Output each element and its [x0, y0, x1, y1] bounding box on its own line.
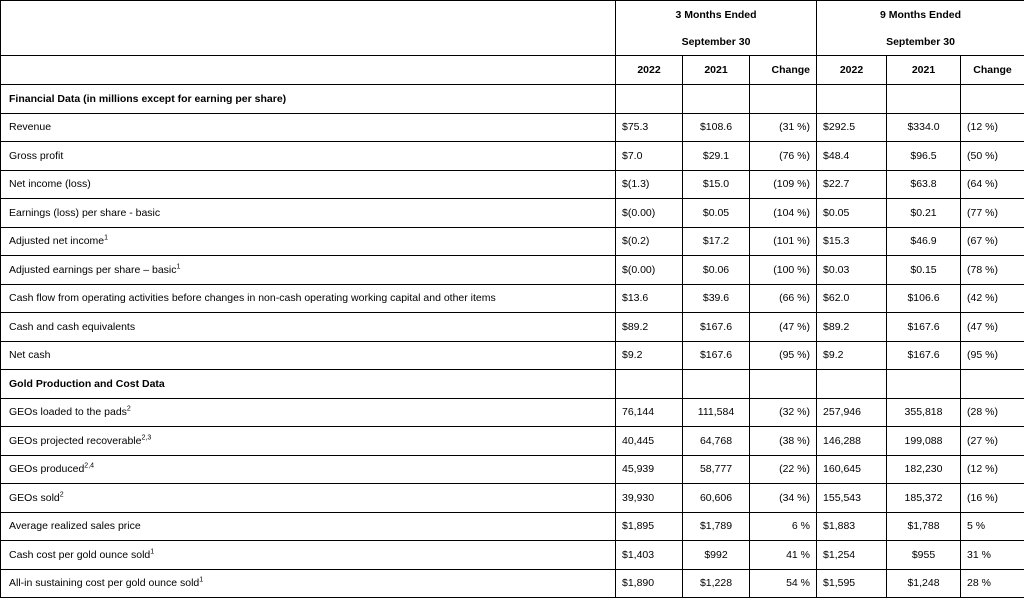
value-cell: (67 %) [961, 227, 1024, 256]
row-label: Net cash [9, 349, 50, 361]
value-cell: 6 % [750, 512, 817, 541]
footnote-marker: 1 [199, 577, 203, 584]
empty-cell [683, 370, 750, 399]
col-header-change-q: Change [750, 56, 817, 85]
value-cell: $1,248 [887, 569, 961, 598]
value-cell: $1,895 [616, 512, 683, 541]
row-label-cell [1, 199, 616, 228]
value-cell: (38 %) [750, 427, 817, 456]
row-label: Cash flow from operating activities before changes in non-cash operating working capital and other items [9, 292, 496, 304]
row-label-cell [1, 569, 616, 598]
row-label-cell [1, 341, 616, 370]
value-cell: $22.7 [817, 170, 887, 199]
row-label: Net income (loss) [9, 178, 91, 190]
value-cell: (95 %) [961, 341, 1024, 370]
value-cell: 5 % [961, 512, 1024, 541]
value-cell: 160,645 [817, 455, 887, 484]
value-cell: $46.9 [887, 227, 961, 256]
row-label-cell [1, 541, 616, 570]
table-row [1, 284, 1024, 313]
value-cell: (16 %) [961, 484, 1024, 513]
table-row [1, 398, 1024, 427]
value-cell: $89.2 [616, 313, 683, 342]
value-cell: $(0.2) [616, 227, 683, 256]
value-cell: $0.06 [683, 256, 750, 285]
value-cell: $0.21 [887, 199, 961, 228]
row-label-cell [1, 256, 616, 285]
value-cell: 76,144 [616, 398, 683, 427]
value-cell: 64,768 [683, 427, 750, 456]
value-cell: $334.0 [887, 113, 961, 142]
row-label: Gross profit [9, 150, 63, 162]
value-cell: 199,088 [887, 427, 961, 456]
value-cell: $167.6 [887, 341, 961, 370]
value-cell: (28 %) [961, 398, 1024, 427]
value-cell: $17.2 [683, 227, 750, 256]
table-row [1, 512, 1024, 541]
value-cell: 39,930 [616, 484, 683, 513]
row-label: Revenue [9, 121, 51, 133]
value-cell: (78 %) [961, 256, 1024, 285]
footnote-marker: 2,4 [84, 463, 94, 470]
value-cell: 185,372 [887, 484, 961, 513]
value-cell: (27 %) [961, 427, 1024, 456]
row-label-cell [1, 398, 616, 427]
row-label-cell [1, 113, 616, 142]
footnote-marker: 1 [177, 263, 181, 270]
empty-cell [750, 370, 817, 399]
value-cell: $955 [887, 541, 961, 570]
value-cell: 40,445 [616, 427, 683, 456]
value-cell: (12 %) [961, 113, 1024, 142]
value-cell: $(0.00) [616, 199, 683, 228]
value-cell: $1,228 [683, 569, 750, 598]
header-row-columns [1, 56, 1024, 85]
section-title: Gold Production and Cost Data [1, 370, 616, 399]
table-row [1, 170, 1024, 199]
value-cell: $1,254 [817, 541, 887, 570]
row-label-cell [1, 484, 616, 513]
row-label-cell [1, 284, 616, 313]
row-label: All-in sustaining cost per gold ounce sold [9, 577, 199, 589]
value-cell: $(1.3) [616, 170, 683, 199]
value-cell: (100 %) [750, 256, 817, 285]
table-row [1, 484, 1024, 513]
value-cell: $(0.00) [616, 256, 683, 285]
empty-cell [683, 85, 750, 114]
value-cell: (109 %) [750, 170, 817, 199]
value-cell: (42 %) [961, 284, 1024, 313]
value-cell: $89.2 [817, 313, 887, 342]
row-label: Adjusted earnings per share – basic [9, 264, 177, 276]
empty-cell [817, 85, 887, 114]
row-label: Average realized sales price [9, 520, 141, 532]
value-cell: $1,788 [887, 512, 961, 541]
footnote-marker: 2 [60, 491, 64, 498]
value-cell: $1,403 [616, 541, 683, 570]
value-cell: (104 %) [750, 199, 817, 228]
value-cell: $63.8 [887, 170, 961, 199]
empty-cell [817, 370, 887, 399]
table-row [1, 427, 1024, 456]
value-cell: (64 %) [961, 170, 1024, 199]
footnote-marker: 2,3 [141, 434, 151, 441]
value-cell: $108.6 [683, 113, 750, 142]
value-cell: (77 %) [961, 199, 1024, 228]
table-row [1, 227, 1024, 256]
value-cell: $39.6 [683, 284, 750, 313]
value-cell: $1,890 [616, 569, 683, 598]
table-row [1, 455, 1024, 484]
value-cell: $167.6 [683, 313, 750, 342]
table-row [1, 113, 1024, 142]
value-cell: $9.2 [817, 341, 887, 370]
row-label-cell [1, 455, 616, 484]
value-cell: 41 % [750, 541, 817, 570]
col-header-2022-q: 2022 [616, 56, 683, 85]
value-cell: $292.5 [817, 113, 887, 142]
row-label: GEOs projected recoverable [9, 435, 141, 447]
group-9-months-subtitle: September 30 [817, 28, 1024, 56]
value-cell: (101 %) [750, 227, 817, 256]
value-cell: (66 %) [750, 284, 817, 313]
footnote-marker: 1 [150, 548, 154, 555]
value-cell: (34 %) [750, 484, 817, 513]
value-cell: $9.2 [616, 341, 683, 370]
row-label: Earnings (loss) per share - basic [9, 207, 160, 219]
value-cell: (22 %) [750, 455, 817, 484]
value-cell: 182,230 [887, 455, 961, 484]
value-cell: $992 [683, 541, 750, 570]
section-title: Financial Data (in millions except for earning per share) [1, 85, 616, 114]
row-label: GEOs sold [9, 492, 60, 504]
value-cell: $48.4 [817, 142, 887, 171]
value-cell: $0.15 [887, 256, 961, 285]
empty-cell [961, 370, 1024, 399]
footnote-marker: 1 [104, 235, 108, 242]
value-cell: 146,288 [817, 427, 887, 456]
group-3-months-subtitle: September 30 [616, 28, 817, 56]
row-label-cell [1, 170, 616, 199]
value-cell: (76 %) [750, 142, 817, 171]
value-cell: 257,946 [817, 398, 887, 427]
value-cell: (95 %) [750, 341, 817, 370]
empty-cell [616, 370, 683, 399]
group-3-months-title: 3 Months Ended [616, 1, 817, 29]
value-cell: $1,595 [817, 569, 887, 598]
value-cell: $106.6 [887, 284, 961, 313]
value-cell: 45,939 [616, 455, 683, 484]
table-row [1, 541, 1024, 570]
value-cell: $75.3 [616, 113, 683, 142]
value-cell: (32 %) [750, 398, 817, 427]
value-cell: 54 % [750, 569, 817, 598]
footnote-marker: 2 [127, 406, 131, 413]
value-cell: $1,789 [683, 512, 750, 541]
col-header-2021-ytd: 2021 [887, 56, 961, 85]
value-cell: (47 %) [961, 313, 1024, 342]
value-cell: $0.05 [817, 199, 887, 228]
table-row [1, 341, 1024, 370]
value-cell: $0.03 [817, 256, 887, 285]
col-header-2022-ytd: 2022 [817, 56, 887, 85]
header-row-group [1, 1, 1024, 29]
empty-cell [887, 85, 961, 114]
row-label: GEOs produced [9, 463, 84, 475]
value-cell: $15.3 [817, 227, 887, 256]
value-cell: $15.0 [683, 170, 750, 199]
empty-cell [616, 85, 683, 114]
value-cell: (47 %) [750, 313, 817, 342]
row-label-cell [1, 313, 616, 342]
value-cell: (50 %) [961, 142, 1024, 171]
col-header-change-ytd: Change [961, 56, 1024, 85]
section-header-row [1, 85, 1024, 114]
empty-cell [887, 370, 961, 399]
value-cell: $29.1 [683, 142, 750, 171]
value-cell: 60,606 [683, 484, 750, 513]
value-cell: (31 %) [750, 113, 817, 142]
value-cell: $62.0 [817, 284, 887, 313]
empty-cell [750, 85, 817, 114]
table-row [1, 313, 1024, 342]
row-label-cell [1, 227, 616, 256]
value-cell: (12 %) [961, 455, 1024, 484]
value-cell: $96.5 [887, 142, 961, 171]
value-cell: 155,543 [817, 484, 887, 513]
row-label: Adjusted net income [9, 235, 104, 247]
group-9-months-title: 9 Months Ended [817, 1, 1024, 29]
table-row [1, 199, 1024, 228]
table-row [1, 142, 1024, 171]
value-cell: 28 % [961, 569, 1024, 598]
row-label: Cash and cash equivalents [9, 321, 135, 333]
header-label-cell [1, 56, 616, 85]
col-header-2021-q: 2021 [683, 56, 750, 85]
row-label-cell [1, 427, 616, 456]
value-cell: $13.6 [616, 284, 683, 313]
row-label-cell [1, 512, 616, 541]
value-cell: $1,883 [817, 512, 887, 541]
row-label: GEOs loaded to the pads [9, 406, 127, 418]
value-cell: $0.05 [683, 199, 750, 228]
value-cell: 355,818 [887, 398, 961, 427]
empty-cell [961, 85, 1024, 114]
header-empty-cell [1, 1, 616, 56]
value-cell: $167.6 [683, 341, 750, 370]
table-row [1, 256, 1024, 285]
value-cell: 111,584 [683, 398, 750, 427]
row-label-cell [1, 142, 616, 171]
value-cell: 58,777 [683, 455, 750, 484]
row-label: Cash cost per gold ounce sold [9, 549, 150, 561]
value-cell: $7.0 [616, 142, 683, 171]
value-cell: 31 % [961, 541, 1024, 570]
value-cell: $167.6 [887, 313, 961, 342]
section-header-row [1, 370, 1024, 399]
table-row [1, 569, 1024, 598]
